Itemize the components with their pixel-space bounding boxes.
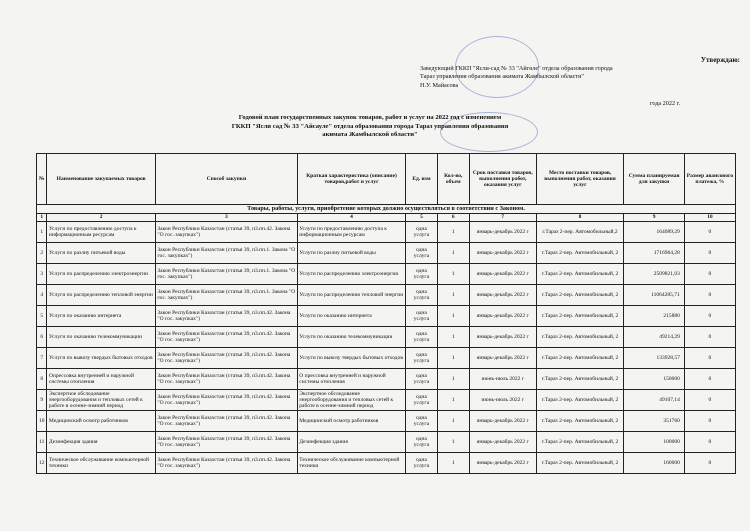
procurement-method: Закон Республики Казахстан (статья 39, п3.пп.1. Закона "О гос. закупках") [155,285,297,306]
item-description: Услуги по вывозу твердых бытовых отходов [297,348,406,369]
row-number: 2 [37,243,47,264]
procurement-method: Закон Республики Казахстан (статья 39, п3.пп.42. Закона "О гос. закупках") [155,453,297,474]
column-number: 1 [37,214,47,222]
column-header: Сумма планируемая для закупки [624,154,685,205]
table-row [37,432,736,453]
planned-sum: 11064285,71 [624,285,685,306]
procurement-method: Закон Республики Казахстан (статья 39, п3.пп.42. Закона "О гос. закупках") [155,348,297,369]
approval-title: Утверждаю: [700,56,740,64]
table-row [37,222,736,243]
unit: одна услуга [406,411,437,432]
column-header: Краткая характеристика (описание) товаров,работ и услуг [297,154,406,205]
table-header-row [37,154,736,205]
row-number: 10 [37,411,47,432]
advance-percent: 0 [684,348,735,369]
column-number: 10 [684,214,735,222]
row-number: 3 [37,264,47,285]
planned-sum: 2509821,03 [624,264,685,285]
column-number: 5 [406,214,437,222]
column-number: 8 [536,214,624,222]
heading-line-1: Годовой план государственных закупок товаров, работ и услуг на 2022 год с изменением [238,114,502,121]
advance-percent: 0 [684,264,735,285]
row-number: 8 [37,369,47,390]
item-name: Медицинский осмотр работников [47,411,156,432]
unit: одна услуга [406,348,437,369]
procurement-method: Закон Республики Казахстан (статья 39, п3.пп.42. Закона "О гос. закупках") [155,327,297,348]
advance-percent: 0 [684,327,735,348]
procurement-method: Закон Республики Казахстан (статья 39, п3.пп.42. Закона "О гос. закупках") [155,222,297,243]
delivery-place: г.Тараз 2-пер. Автомобильный, 2 [536,453,624,474]
column-header: Срок поставки товаров, выполнения работ, оказания услуг [469,154,536,205]
planned-sum: 164089,29 [624,222,685,243]
planned-sum: 100000 [624,432,685,453]
quantity: 1 [437,243,469,264]
table-row [37,327,736,348]
delivery-term: январь-декабрь 2022 г [469,306,536,327]
advance-percent: 0 [684,306,735,327]
delivery-place: г.Тараз 2-пер. Автомобильный, 2 [536,264,624,285]
document-heading [180,114,560,140]
advance-percent: 0 [684,432,735,453]
delivery-place: г.Тараз 2-пер. Автомобильный, 2 [536,285,624,306]
item-name: Услуги по вывозу твердых бытовых отходов [47,348,156,369]
quantity: 1 [437,285,469,306]
heading-line-3: акимата Жамбылской области" [322,131,418,139]
row-number: 12 [37,453,47,474]
quantity: 1 [437,411,469,432]
table-row [37,411,736,432]
item-description: Дезинфекция здания [297,432,406,453]
item-description: Техническое обслуживание компьютерной техники [297,453,406,474]
procurement-method: Закон Республики Казахстан (статья 39, п3.пп.42. Закона "О гос. закупках") [155,306,297,327]
table-row [37,348,736,369]
unit: одна услуга [406,327,437,348]
row-number: 11 [37,432,47,453]
delivery-term: январь-декабрь 2022 г [469,327,536,348]
quantity: 1 [437,432,469,453]
item-name: Дезинфекция здания [47,432,156,453]
item-name: Экспертное обследование энергооборудования и тепловых сетей к работе в осенне-зимний период [47,390,156,411]
quantity: 1 [437,327,469,348]
item-description: Услуги по распределению тепловой энергии [297,285,406,306]
row-number: 9 [37,390,47,411]
item-description: О прессовка внутренней и наружной системы отопления [297,369,406,390]
delivery-place: г.Тараз 2-пер. Автомобильный, 2 [536,411,624,432]
delivery-place: г.Тараз 2-пер. Автомобильный, 2 [536,432,624,453]
approval-line-1: Заведующий ГККП "Ясли-сад № 33 "Айгөле" отдела образования города [420,64,613,72]
row-number: 7 [37,348,47,369]
delivery-term: январь-декабрь 2022 г [469,243,536,264]
procurement-method: Закон Республики Казахстан (статья 39, п3.пп.1. Закона "О гос. закупках") [155,264,297,285]
item-name: Услуги по распределению тепловой энергии [47,285,156,306]
advance-percent: 0 [684,222,735,243]
quantity: 1 [437,390,469,411]
delivery-term: июнь-июль 2022 г [469,390,536,411]
unit: одна услуга [406,432,437,453]
item-name: Услуги по оказанию телекоммуникации [47,327,156,348]
planned-sum: 1716964,28 [624,243,685,264]
quantity: 1 [437,306,469,327]
section-title-row [37,205,736,214]
procurement-method: Закон Республики Казахстан (статья 39, п3.пп.42. Закона "О гос. закупках") [155,390,297,411]
table-row [37,369,736,390]
procurement-method: Закон Республики Казахстан (статья 39, п3.пп.42. Закона "О гос. закупках") [155,411,297,432]
delivery-term: январь-декабрь 2022 г [469,432,536,453]
column-number: 9 [624,214,685,222]
delivery-place: г.Тараз 2-пер. Автомобильный, 2 [536,243,624,264]
procurement-method: Закон Республики Казахстан (статья 39, п3.пп.42. Закона "О гос. закупках") [155,369,297,390]
quantity: 1 [437,369,469,390]
column-header: Наименование закупаемых товаров [47,154,156,205]
column-header: Размер авансового платежа, % [684,154,735,205]
column-number: 7 [469,214,536,222]
unit: одна услуга [406,222,437,243]
planned-sum: 150000 [624,369,685,390]
quantity: 1 [437,453,469,474]
delivery-place: г.Тараз 2-пер. Автомобильный, 2 [536,306,624,327]
row-number: 6 [37,327,47,348]
approval-signatory: Н.У. Майасова [420,81,459,89]
unit: одна услуга [406,306,437,327]
delivery-place: г.Тараз 2-пер. Автомобильный,2 [536,222,624,243]
table-row [37,285,736,306]
delivery-term: июнь-июль 2022 г [469,369,536,390]
procurement-method: Закон Республики Казахстан (статья 39, п3.пп.42. Закона "О гос. закупках") [155,432,297,453]
column-number: 4 [297,214,406,222]
heading-line-2: ГККП "Ясли сад № 33 "Айсауле" отдела образования города Тараз управления образования [231,122,509,130]
planned-sum: 215880 [624,306,685,327]
approval-line-2: Тараз управления образования акимата Жамбылской области" [420,73,584,81]
unit: одна услуга [406,243,437,264]
approval-block [420,56,740,107]
delivery-place: г.Тараз 2-пер. Автомобильный, 2 [536,327,624,348]
quantity: 1 [437,348,469,369]
unit: одна услуга [406,369,437,390]
advance-percent: 0 [684,411,735,432]
delivery-term: январь-декабрь 2022 г [469,411,536,432]
unit: одна услуга [406,390,437,411]
table-row [37,453,736,474]
unit: одна услуга [406,453,437,474]
delivery-place: г.Тараз 2-пер. Автомобильный, 2 [536,348,624,369]
delivery-term: январь-декабрь 2022 г [469,348,536,369]
advance-percent: 0 [684,390,735,411]
column-number: 3 [155,214,297,222]
table-row [37,264,736,285]
delivery-place: г.Тараз 2-пер. Автомобильный, 2 [536,369,624,390]
item-name: Услуги по разлиу питьевой воды [47,243,156,264]
quantity: 1 [437,264,469,285]
item-name: Опрессовка внутренней и наружной системы отопления [47,369,156,390]
column-number: 2 [47,214,156,222]
planned-sum: 160000 [624,453,685,474]
delivery-term: январь-декабрь 2022 г [469,264,536,285]
unit: одна услуга [406,285,437,306]
item-description: Экспертное обследование энергооборудования и тепловых сетей к работе в осенне-зимний период [297,390,406,411]
item-description: Медицинский осмотр работников [297,411,406,432]
item-name: Техническое обслуживание компьютерной техники [47,453,156,474]
planned-sum: 351760 [624,411,685,432]
table-row [37,390,736,411]
item-name: Услуги по распределению электроэнергии [47,264,156,285]
item-name: Услуги по оказанию интернета [47,306,156,327]
row-number: 5 [37,306,47,327]
unit: одна услуга [406,264,437,285]
item-description: Услуги по оказанию интернета [297,306,406,327]
delivery-term: январь-декабрь 2022 г [469,285,536,306]
approval-date: года 2022 г. [649,100,680,107]
column-header: Ед. изм [406,154,437,205]
column-header: Кол-во, объем [437,154,469,205]
advance-percent: 0 [684,285,735,306]
row-number: 1 [37,222,47,243]
advance-percent: 0 [684,453,735,474]
planned-sum: 133928,57 [624,348,685,369]
row-number: 4 [37,285,47,306]
item-description: Услуги по распределению электроэнергии [297,264,406,285]
column-header: № [37,154,47,205]
procurement-method: Закон Республики Казахстан (статья 39, п3.пп.1. Закона "О гос. закупках") [155,243,297,264]
item-description: Услуги по предоставлению доступа к информационным ресурсам [297,222,406,243]
advance-percent: 0 [684,243,735,264]
column-number-row [37,214,736,222]
procurement-table [36,153,736,474]
section-title: Товары, работы, услуги, приобретение которых должно осуществляться в соответствии с Законом. [37,205,736,214]
planned-sum: 49107,14 [624,390,685,411]
planned-sum: 49214,29 [624,327,685,348]
item-description: Услуги по оказанию телекоммуникации [297,327,406,348]
delivery-place: г.Тараз 2-пер. Автомобильный, 2 [536,390,624,411]
table-row [37,306,736,327]
quantity: 1 [437,222,469,243]
column-number: 6 [437,214,469,222]
delivery-term: январь-декабрь 2022 г [469,453,536,474]
item-name: Услуги по предоставлению доступа к информационным ресурсам [47,222,156,243]
column-header: Место поставки товаров, выполнения работ, оказания услуг [536,154,624,205]
advance-percent: 0 [684,369,735,390]
column-header: Способ закупки [155,154,297,205]
delivery-term: январь-декабрь 2022 г [469,222,536,243]
table-row [37,243,736,264]
item-description: Услуги по разлиу питьевой воды [297,243,406,264]
